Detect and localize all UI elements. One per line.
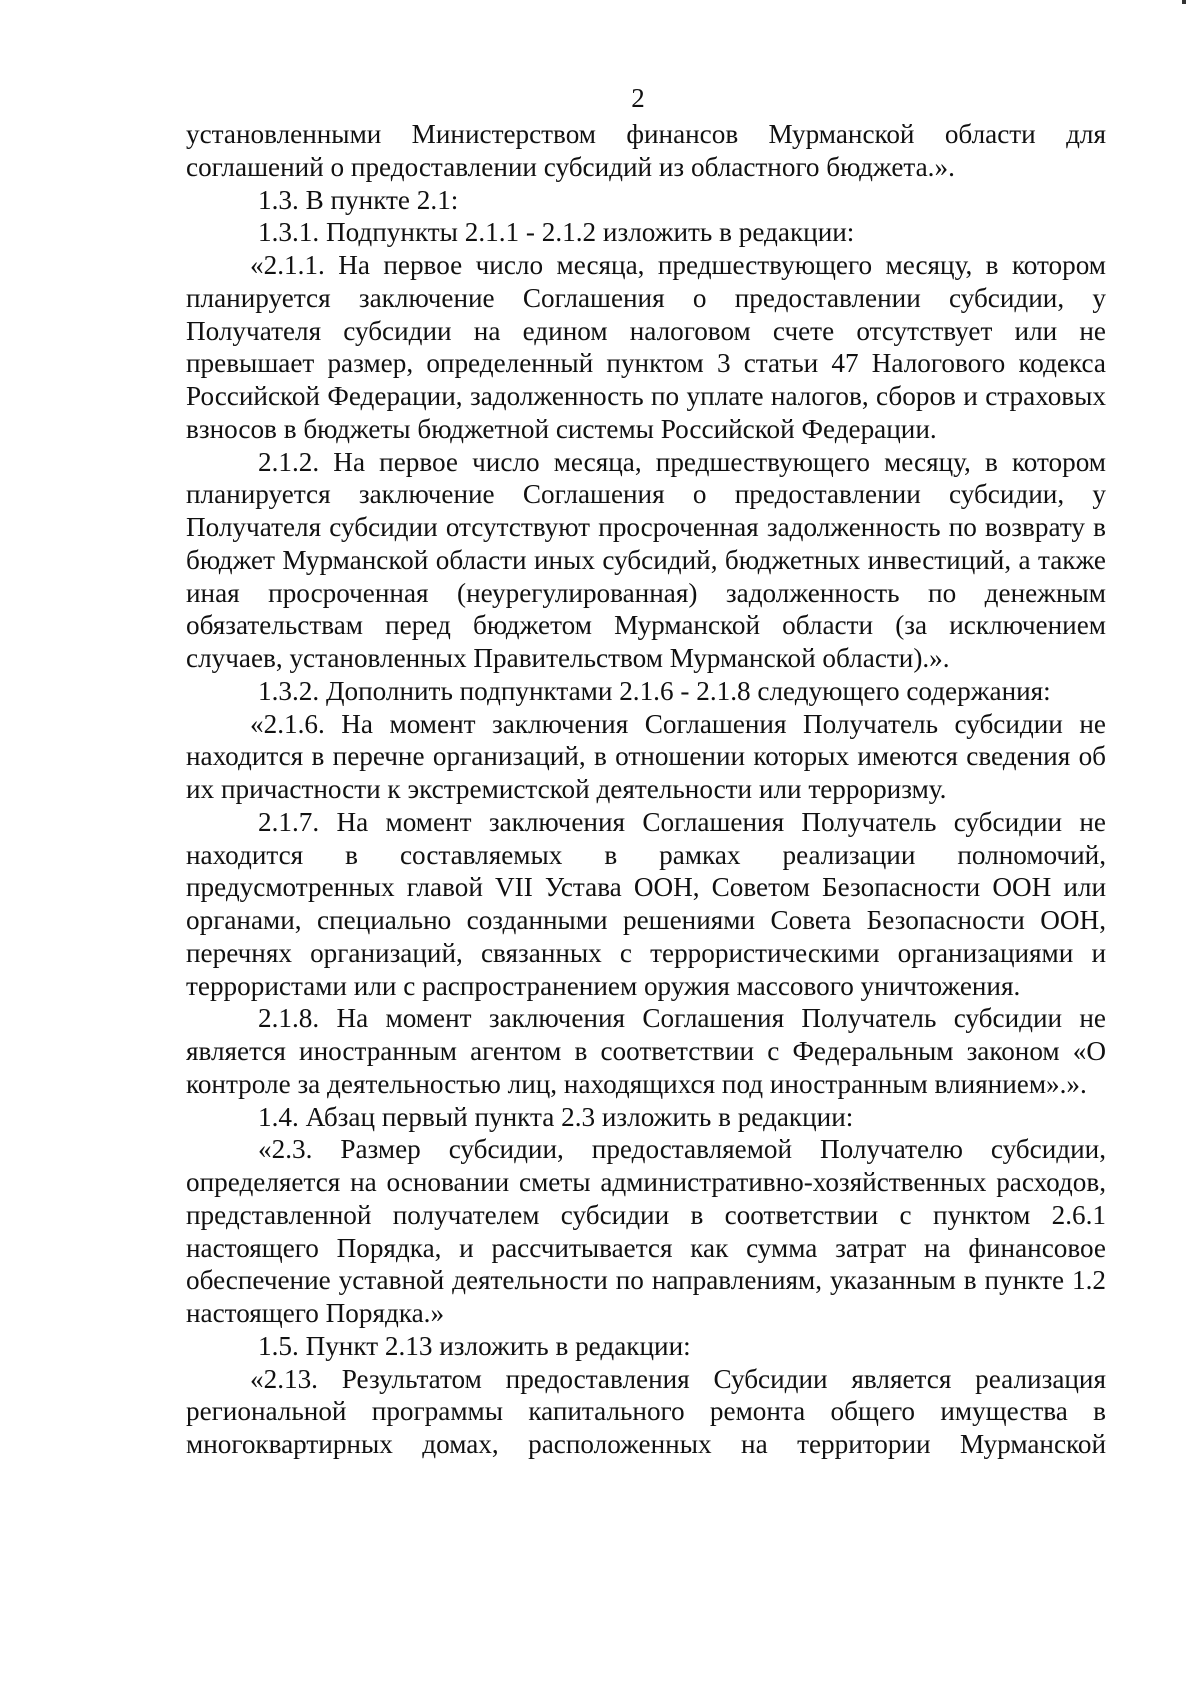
paragraph-1-3-2: 1.3.2. Дополнить подпунктами 2.1.6 - 2.1.8 следующего содержания:	[258, 675, 1051, 706]
paragraph-2-1-1: «2.1.1. На первое число месяца, предшествующего месяцу, в котором планируется заключение Соглашения о предоставлении субсидии, у Получателя субсидии на едином налоговом счете отсутствует или не превышает размер, определенный пунктом 3 статьи 47 Налогового кодекса Российской Федерации, задолженность по уплате налогов, сборов и страховых взносов в бюджеты бюджетной системы Российской Федерации.	[186, 250, 1106, 444]
paragraph-2-1-7: 2.1.7. На момент заключения Соглашения Получатель субсидии не находится в составляемых в рамках реализации полномочий, предусмотренных главой VII Устава ООН, Советом Безопасности ООН или органами, специально созданными решениями Совета Безопасности ООН, перечнях организаций, связанных с террористическими организациями и террористами или с распространением оружия массового уничтожения.	[186, 806, 1106, 1001]
paragraph-1-3-1: 1.3.1. Подпункты 2.1.1 - 2.1.2 изложить в редакции:	[258, 217, 855, 248]
page-number: 2	[631, 83, 645, 113]
paragraph-2-13: «2.13. Результатом предоставления Субсидии является реализация региональной программы капитального ремонта общего имущества в многоквартирных домах, расположенных на территории Мурманской	[186, 1363, 1106, 1459]
paragraph-2-3: «2.3. Размер субсидии, предоставляемой Получателю субсидии, определяется на основании сметы административно-хозяйственных расходов, представленной получателем субсидии в соответствии с пунктом 2.6.1 настоящего Порядка, и рассчитывается как сумма затрат на финансовое обеспечение уставной деятельности по направлениям, указанным в пункте 1.2 настоящего Порядка.»	[186, 1134, 1106, 1328]
paragraph-1-4: 1.4. Абзац первый пункта 2.3 изложить в редакции:	[258, 1101, 854, 1132]
paragraph-2-1-2: 2.1.2. На первое число месяца, предшествующего месяцу, в котором планируется заключение Соглашения о предоставлении субсидии, у Получателя субсидии отсутствуют просроченная задолженность по возврату в бюджет Мурманской области иных субсидий, бюджетных инвестиций, а также иная просроченная (неурегулированная) задолженность по денежным обязательствам перед бюджетом Мурманской области (за исключением случаев, установленных Правительством Мурманской области).».	[186, 446, 1106, 673]
document-body	[186, 118, 1106, 1461]
paragraph-2-1-6: «2.1.6. На момент заключения Соглашения Получатель субсидии не находится в перечне организаций, в отношении которых имеются сведения об их причастности к экстремистской деятельности или терроризму.	[186, 708, 1106, 804]
paragraph-1-5: 1.5. Пункт 2.13 изложить в редакции:	[258, 1330, 691, 1361]
scan-mark	[1182, 0, 1186, 4]
paragraph-continuation: установленными Министерством финансов Мурманской области для соглашений о предоставлении субсидий из областного бюджета.».	[186, 119, 1106, 182]
paragraph-1-3: 1.3. В пункте 2.1:	[258, 184, 459, 215]
paragraph-2-1-8: 2.1.8. На момент заключения Соглашения Получатель субсидии не является иностранным агентом в соответствии с Федеральным законом «О контроле за деятельностью лиц, находящихся под иностранным влиянием».».	[186, 1003, 1106, 1099]
